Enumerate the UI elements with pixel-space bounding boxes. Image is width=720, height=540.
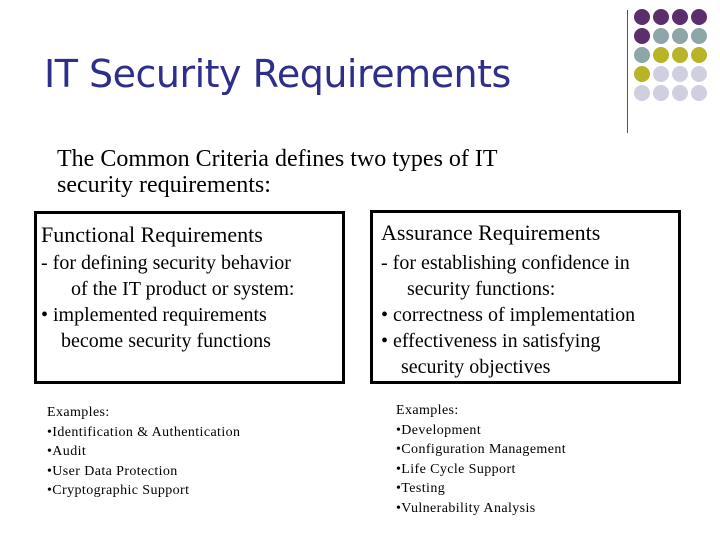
decorative-dot [691,66,707,82]
functional-heading: Functional Requirements [41,222,263,247]
assurance-example-item: •Vulnerability Analysis [396,500,536,516]
assurance-example-item: •Development [396,422,482,438]
assurance-example-item: •Configuration Management [396,442,567,457]
decorative-dot [691,47,707,63]
page-title: IT Security Requirements [44,52,511,96]
decorative-dot [634,47,650,63]
decorative-dot [672,9,688,25]
decorative-dot [672,28,688,44]
assurance-line: - for establishing confidence in [381,252,630,274]
decorative-dot [653,28,669,44]
assurance-line: • correctness of implementation [381,304,636,326]
intro-text [57,146,498,198]
intro-line-1: The Common Criteria defines two types of IT [57,146,498,172]
assurance-example-item: •Testing [396,481,446,496]
decorative-dot [634,9,650,25]
decorative-dot [653,9,669,25]
assurance-description [381,250,635,380]
decorative-dot [672,66,688,82]
functional-description [41,250,294,354]
decorative-dot [691,28,707,44]
intro-line-2: security requirements: [57,172,271,198]
assurance-example-item: •Life Cycle Support [396,461,516,477]
decorative-dot [672,85,688,101]
functional-line: of the IT product or system: [61,278,295,300]
decorative-dot [653,66,669,82]
decorative-dot [691,85,707,101]
assurance-examples-label: Examples: [396,403,459,418]
functional-example-item: •Cryptographic Support [47,483,190,498]
decorative-dot [634,28,650,44]
assurance-line: security objectives [391,356,551,378]
decorative-dot-grid [0,0,720,150]
assurance-examples [396,401,566,518]
functional-line: become security functions [51,330,271,352]
functional-example-item: •Audit [47,444,87,459]
decorative-dot [653,85,669,101]
assurance-line: security functions: [397,278,556,300]
functional-example-item: •User Data Protection [47,463,178,479]
functional-example-item: •Identification & Authentication [47,424,241,440]
assurance-heading: Assurance Requirements [381,220,601,245]
decorative-dot [672,47,688,63]
decorative-dot [691,9,707,25]
decorative-dot [653,47,669,63]
functional-examples-label: Examples: [47,405,110,420]
functional-line: • implemented requirements [41,304,267,326]
functional-line: - for defining security behavior [41,252,291,274]
functional-examples [47,403,240,501]
assurance-line: • effectiveness in satisfying [381,330,601,352]
decorative-dot [634,66,650,82]
decorative-dot [634,85,650,101]
